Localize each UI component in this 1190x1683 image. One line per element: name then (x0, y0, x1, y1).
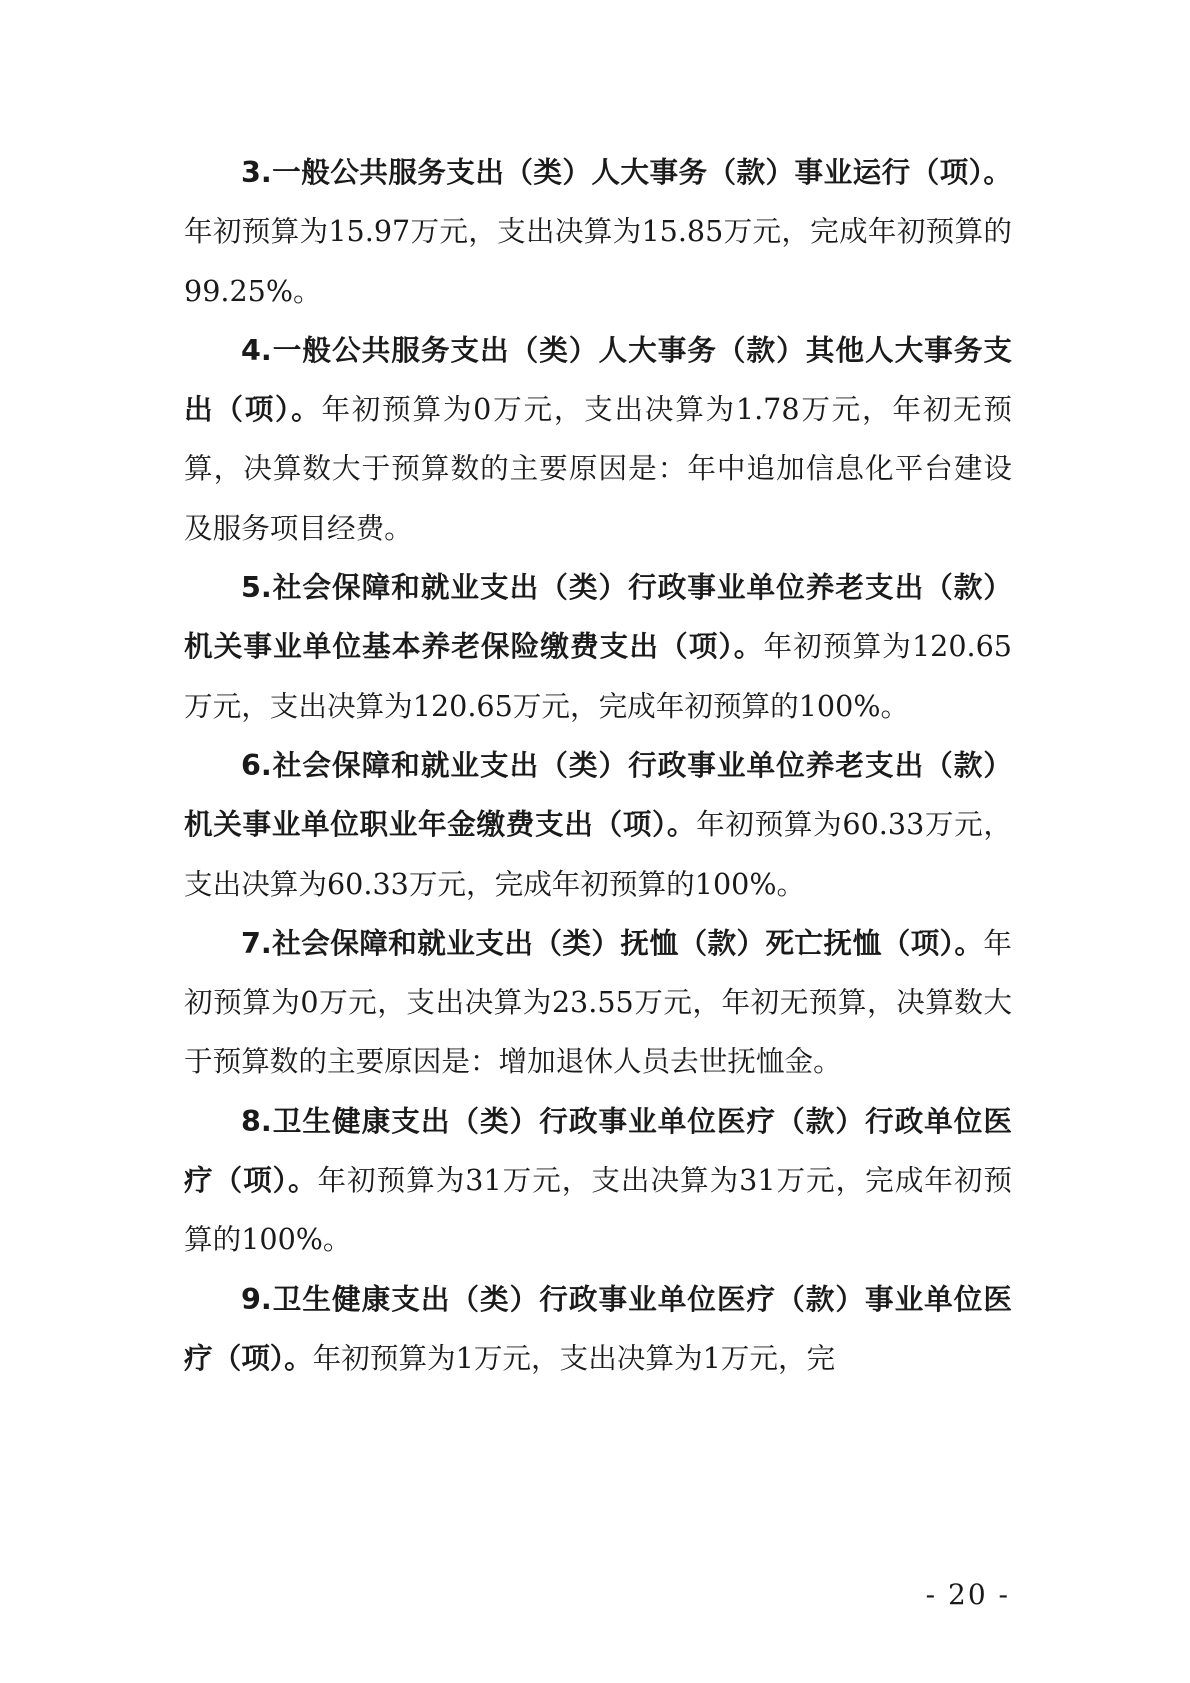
paragraph-body: 年初预算为120.65万元，支出决算为120.65万元，完成年初预算的100%。 (184, 629, 1012, 723)
paragraph-body: 年初预算为60.33万元，支出决算为60.33万元，完成年初预算的100%。 (184, 807, 1013, 901)
paragraph-heading: 4.一般公共服务支出（类）人大事务（款）其他人大事务支出（项）。 (184, 332, 1012, 427)
paragraph-item-6 (184, 736, 1012, 914)
paragraph-body: 年初预算为1万元，支出决算为1万元，完 (312, 1340, 836, 1375)
paragraph-heading: 9.卫生健康支出（类）行政事业单位医疗（款）事业单位医疗（项）。 (184, 1281, 1012, 1375)
paragraph-item-7 (184, 914, 1012, 1092)
paragraph-body: 年初预算为0万元，支出决算为1.78万元，年初无预算，决算数大于预算数的主要原因是：年中追加信息化平台建设及服务项目经费。 (184, 392, 1012, 545)
paragraph-heading: 8.卫生健康支出（类）行政事业单位医疗（款）行政单位医疗（项）。 (184, 1103, 1012, 1198)
paragraph-body: 年初预算为0万元，支出决算为23.55万元，年初无预算，决算数大于预算数的主要原因是：增加退休人员去世抚恤金。 (184, 925, 1012, 1079)
paragraph-heading: 6.社会保障和就业支出（类）行政事业单位养老支出（款）机关事业单位职业年金缴费支出（项）。 (184, 747, 1012, 842)
paragraph-body: 年初预算为15.97万元，支出决算为15.85万元，完成年初预算的99.25%。 (184, 214, 1012, 308)
paragraph-item-8 (184, 1092, 1012, 1270)
paragraph-body: 年初预算为31万元，支出决算为31万元，完成年初预算的100%。 (184, 1163, 1012, 1257)
paragraph-item-5 (184, 558, 1012, 736)
document-body (184, 143, 1012, 1388)
paragraph-item-4 (184, 321, 1012, 558)
paragraph-item-3 (184, 143, 1012, 321)
paragraph-heading: 7.社会保障和就业支出（类）抚恤（款）死亡抚恤（项）。 (241, 925, 984, 960)
paragraph-heading: 3.一般公共服务支出（类）人大事务（款）事业运行（项）。 (241, 155, 1012, 189)
paragraph-heading: 5.社会保障和就业支出（类）行政事业单位养老支出（款）机关事业单位基本养老保险缴费支出（项）。 (184, 570, 1012, 664)
page-number: - 20 - (925, 1578, 1010, 1611)
paragraph-item-9 (184, 1270, 1012, 1389)
